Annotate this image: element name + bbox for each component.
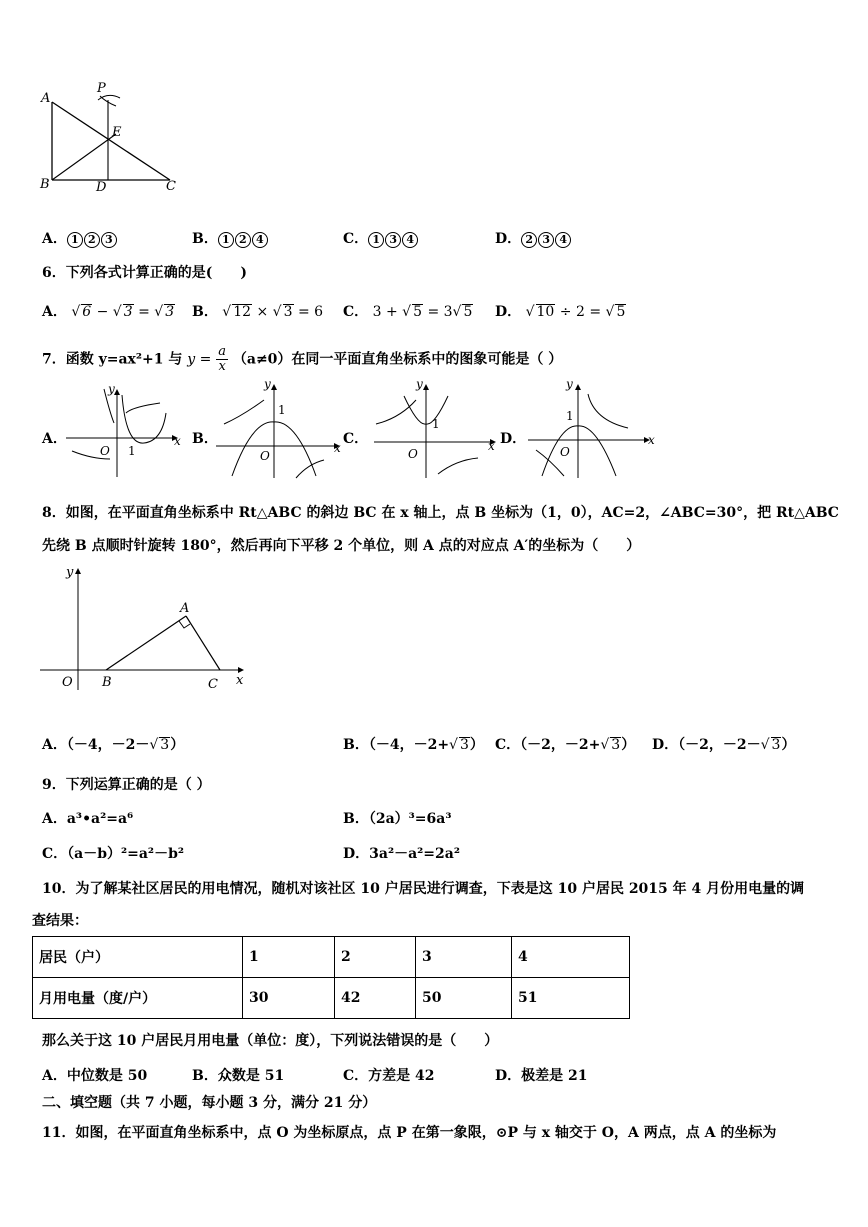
q10-option-a[interactable]: A．中位数是 50 [42,1068,148,1084]
q9-option-c[interactable]: C．（a－b）²=a²－b² [42,846,184,862]
close-paren: ） [781,737,796,753]
q7-stem [42,345,562,374]
q11-pre: 11．如图，在平面直角坐标系中，点 O 为坐标原点，点 P 在第一象限， [42,1125,496,1141]
svg-text:y: y [566,377,573,391]
table-cell: 居民（户） [33,937,243,978]
q6-option-b[interactable]: B． √ 12 × √ 3 = 6 [192,304,324,320]
svg-text:C: C [208,677,218,692]
svg-text:B: B [102,675,112,690]
table-cell: 30 [243,978,335,1019]
q10-option-c[interactable]: C．方差是 42 [343,1068,435,1084]
q9-option-a[interactable]: A．a³•a²=a⁶ [42,811,134,827]
q8-figure [38,562,253,692]
q5-option-b[interactable] [192,228,269,248]
label-c: C [166,179,176,194]
close-paren: ） [469,737,484,753]
q7-graph-d[interactable] [520,376,660,480]
q8-line1: 8．如图，在平面直角坐标系中 Rt△ABC 的斜边 BC 在 x 轴上，点 B 坐标为（1，0），AC=2，∠ABC=30°，把 Rt△ABC [42,505,839,521]
q7-stem-y: y = [187,351,212,368]
table-row [33,978,630,1019]
table-cell: 3 [416,937,512,978]
svg-text:y: y [416,380,423,391]
circled-number: 1 [67,232,83,248]
q10-line1: 10．为了解某社区居民的用电情况，随机对该社区 10 户居民进行调查，下表是这 10 户居民 2015 年 4 月份用电量的调 [42,881,805,897]
frac-den: x [218,359,226,374]
svg-text:x: x [174,434,181,448]
q8-option-d[interactable]: D．（－2，－2－√ 3） [652,737,796,753]
option-letter: C． [343,231,369,247]
table-cell: 42 [335,978,416,1019]
q6-option-c[interactable]: C． 3 + √ 5 = 3√ 5 [343,304,473,320]
svg-text:A: A [180,601,190,616]
q6-option-a[interactable]: A． √ 6 − √ 3 = √ 3 [42,304,175,320]
section-title: 二、填空题（共 7 小题，每小题 3 分，满分 21 分） [42,1095,377,1111]
svg-text:1: 1 [566,409,574,423]
svg-text:y: y [66,565,74,580]
table-cell: 51 [512,978,630,1019]
frac-num: a [218,344,226,359]
q7-label-d[interactable]: D． [500,431,527,447]
q5-option-c[interactable] [343,228,419,248]
label-b: B [40,177,50,192]
option-letter: B． [192,304,218,320]
circled-number: 4 [402,232,418,248]
q9-option-b[interactable]: B．（2a）³=6a³ [343,811,452,827]
circle-dot-icon: ⊙ [495,1125,508,1141]
label-e: E [112,125,122,140]
q6-stem: 6．下列各式计算正确的是( ) [42,265,247,281]
option-text: D．（－2，－2－ [652,737,761,753]
q8-line2: 先绕 B 点顺时针旋转 180°，然后再向下平移 2 个单位，则 A 点的对应点 A′的坐标为（ ） [42,538,641,554]
table-cell: 1 [243,937,335,978]
circled-number: 2 [521,232,537,248]
svg-text:y: y [108,385,115,396]
q5-figure [36,78,186,198]
svg-text:O: O [260,449,270,463]
label-a: A [41,91,51,106]
q10-question: 那么关于这 10 户居民月用电量（单位：度），下列说法错误的是（ ） [42,1033,499,1049]
circled-number: 2 [84,232,100,248]
table-cell: 月用电量（度/户） [33,978,243,1019]
q10-line2: 查结果： [32,913,88,929]
option-text: B．（－4，－2+ [343,737,450,753]
svg-text:x: x [488,439,495,453]
svg-text:O: O [408,447,418,461]
q7-graph-b[interactable] [212,380,347,480]
option-letter: B． [192,231,218,247]
q7-graph-a[interactable] [62,385,187,480]
table-row [33,937,630,978]
svg-text:1: 1 [278,403,286,417]
q5-option-a[interactable] [42,228,118,248]
q8-option-c[interactable]: C．（－2，－2+√ 3） [495,737,636,753]
q5-option-d[interactable] [495,228,572,248]
option-letter: D． [495,231,522,247]
option-text: A．（－4，－2－ [42,737,150,753]
svg-text:O: O [100,444,110,458]
option-text: C．（－2，－2+ [495,737,601,753]
sqrt-arg: 3 [611,737,621,753]
close-paren: ） [621,737,636,753]
option-letter: A． [42,304,67,320]
svg-text:y: y [264,380,271,391]
q9-stem: 9．下列运算正确的是（ ） [42,777,211,793]
close-paren: ） [170,737,185,753]
q9-option-d[interactable]: D．3a²－a²=2a² [343,846,460,862]
option-letter: A． [42,231,67,247]
q6-option-d[interactable]: D． √ 10 ÷ 2 = √ 5 [495,304,626,320]
circled-number: 1 [368,232,384,248]
svg-text:x: x [236,673,244,688]
q8-option-b[interactable]: B．（－4，－2+√ 3） [343,737,484,753]
svg-text:x: x [334,441,341,455]
svg-text:1: 1 [432,417,440,431]
q7-label-c[interactable]: C． [343,431,369,447]
sqrt-arg: 3 [160,737,170,753]
q7-graph-c[interactable] [360,380,500,480]
q7-label-b[interactable]: B． [192,431,218,447]
q7-stem-pre: 7．函数 y=ax²+1 与 [42,351,183,368]
circled-number: 3 [538,232,554,248]
electricity-table [32,936,630,1019]
circled-number: 1 [218,232,234,248]
sqrt-arg: 3 [771,737,781,753]
q7-stem-post: （a≠0）在同一平面直角坐标系中的图象可能是（ ） [232,351,563,368]
svg-text:O: O [560,445,570,459]
option-letter: D． [495,304,522,320]
q7-label-a[interactable]: A． [42,431,67,447]
svg-text:x: x [648,433,655,447]
label-p: P [97,81,106,96]
svg-text:O: O [62,675,73,690]
circled-number: 3 [101,232,117,248]
option-letter: C． [343,304,369,320]
table-cell: 4 [512,937,630,978]
circled-number: 2 [235,232,251,248]
circled-number: 4 [252,232,268,248]
table-cell: 2 [335,937,416,978]
table-cell: 50 [416,978,512,1019]
label-d: D [96,180,107,195]
circled-number: 3 [385,232,401,248]
q10-option-b[interactable]: B．众数是 51 [192,1068,285,1084]
q11-line [42,1122,776,1142]
svg-text:1: 1 [128,444,136,458]
circled-number: 4 [555,232,571,248]
q10-option-d[interactable]: D．极差是 21 [495,1068,588,1084]
q8-option-a[interactable]: A．（－4，－2－√ 3） [42,737,185,753]
sqrt-arg: 3 [459,737,469,753]
q11-post: P 与 x 轴交于 O，A 两点，点 A 的坐标为 [507,1125,777,1141]
